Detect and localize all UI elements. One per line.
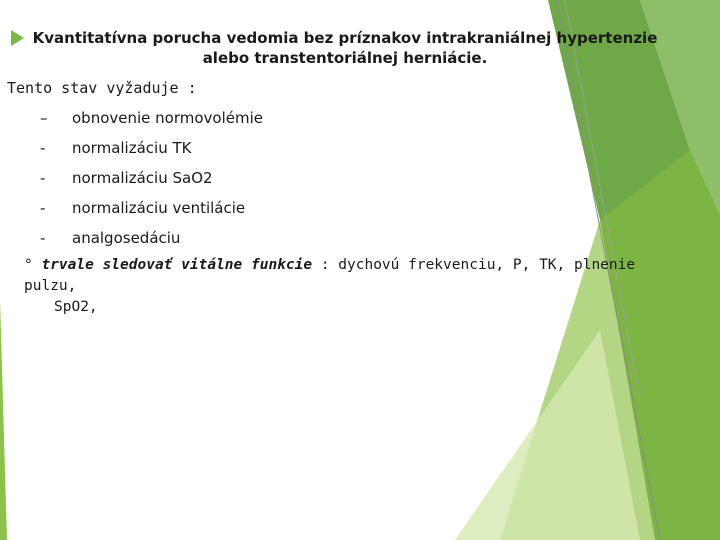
list-item-text: obnovenie normovolémie [72,109,263,127]
list-item-text: normalizáciu TK [72,139,192,157]
slide-title-line-2: alebo transtentoriálnej herniácie. [202,49,488,67]
intro-text: Tento stav vyžaduje : [7,79,197,97]
list-item-text: normalizáciu SaO2 [72,169,213,187]
list-item-text: analgosedáciu [72,229,181,247]
list-item-text: normalizáciu ventilácie [72,199,246,217]
note-marker: ° [24,257,33,273]
list-marker: - [40,139,46,157]
list-marker: – [40,109,48,127]
note-continuation: SpO2, [54,299,98,315]
list-marker: - [40,199,46,217]
slide-title [0,28,690,68]
list-marker: - [40,229,46,247]
note-emphasis: trvale sledovať vitálne funkcie [41,257,313,273]
note-text: : dychovú frekvenciu, P, TK, plnenie pulzu, [24,257,636,294]
green-left-sliver [0,300,7,540]
slide-title-line-1: Kvantitatívna porucha vedomia bez príznakov intrakraniálnej hypertenzie [32,29,658,47]
monitoring-note [24,255,684,318]
list-marker: - [40,169,46,187]
